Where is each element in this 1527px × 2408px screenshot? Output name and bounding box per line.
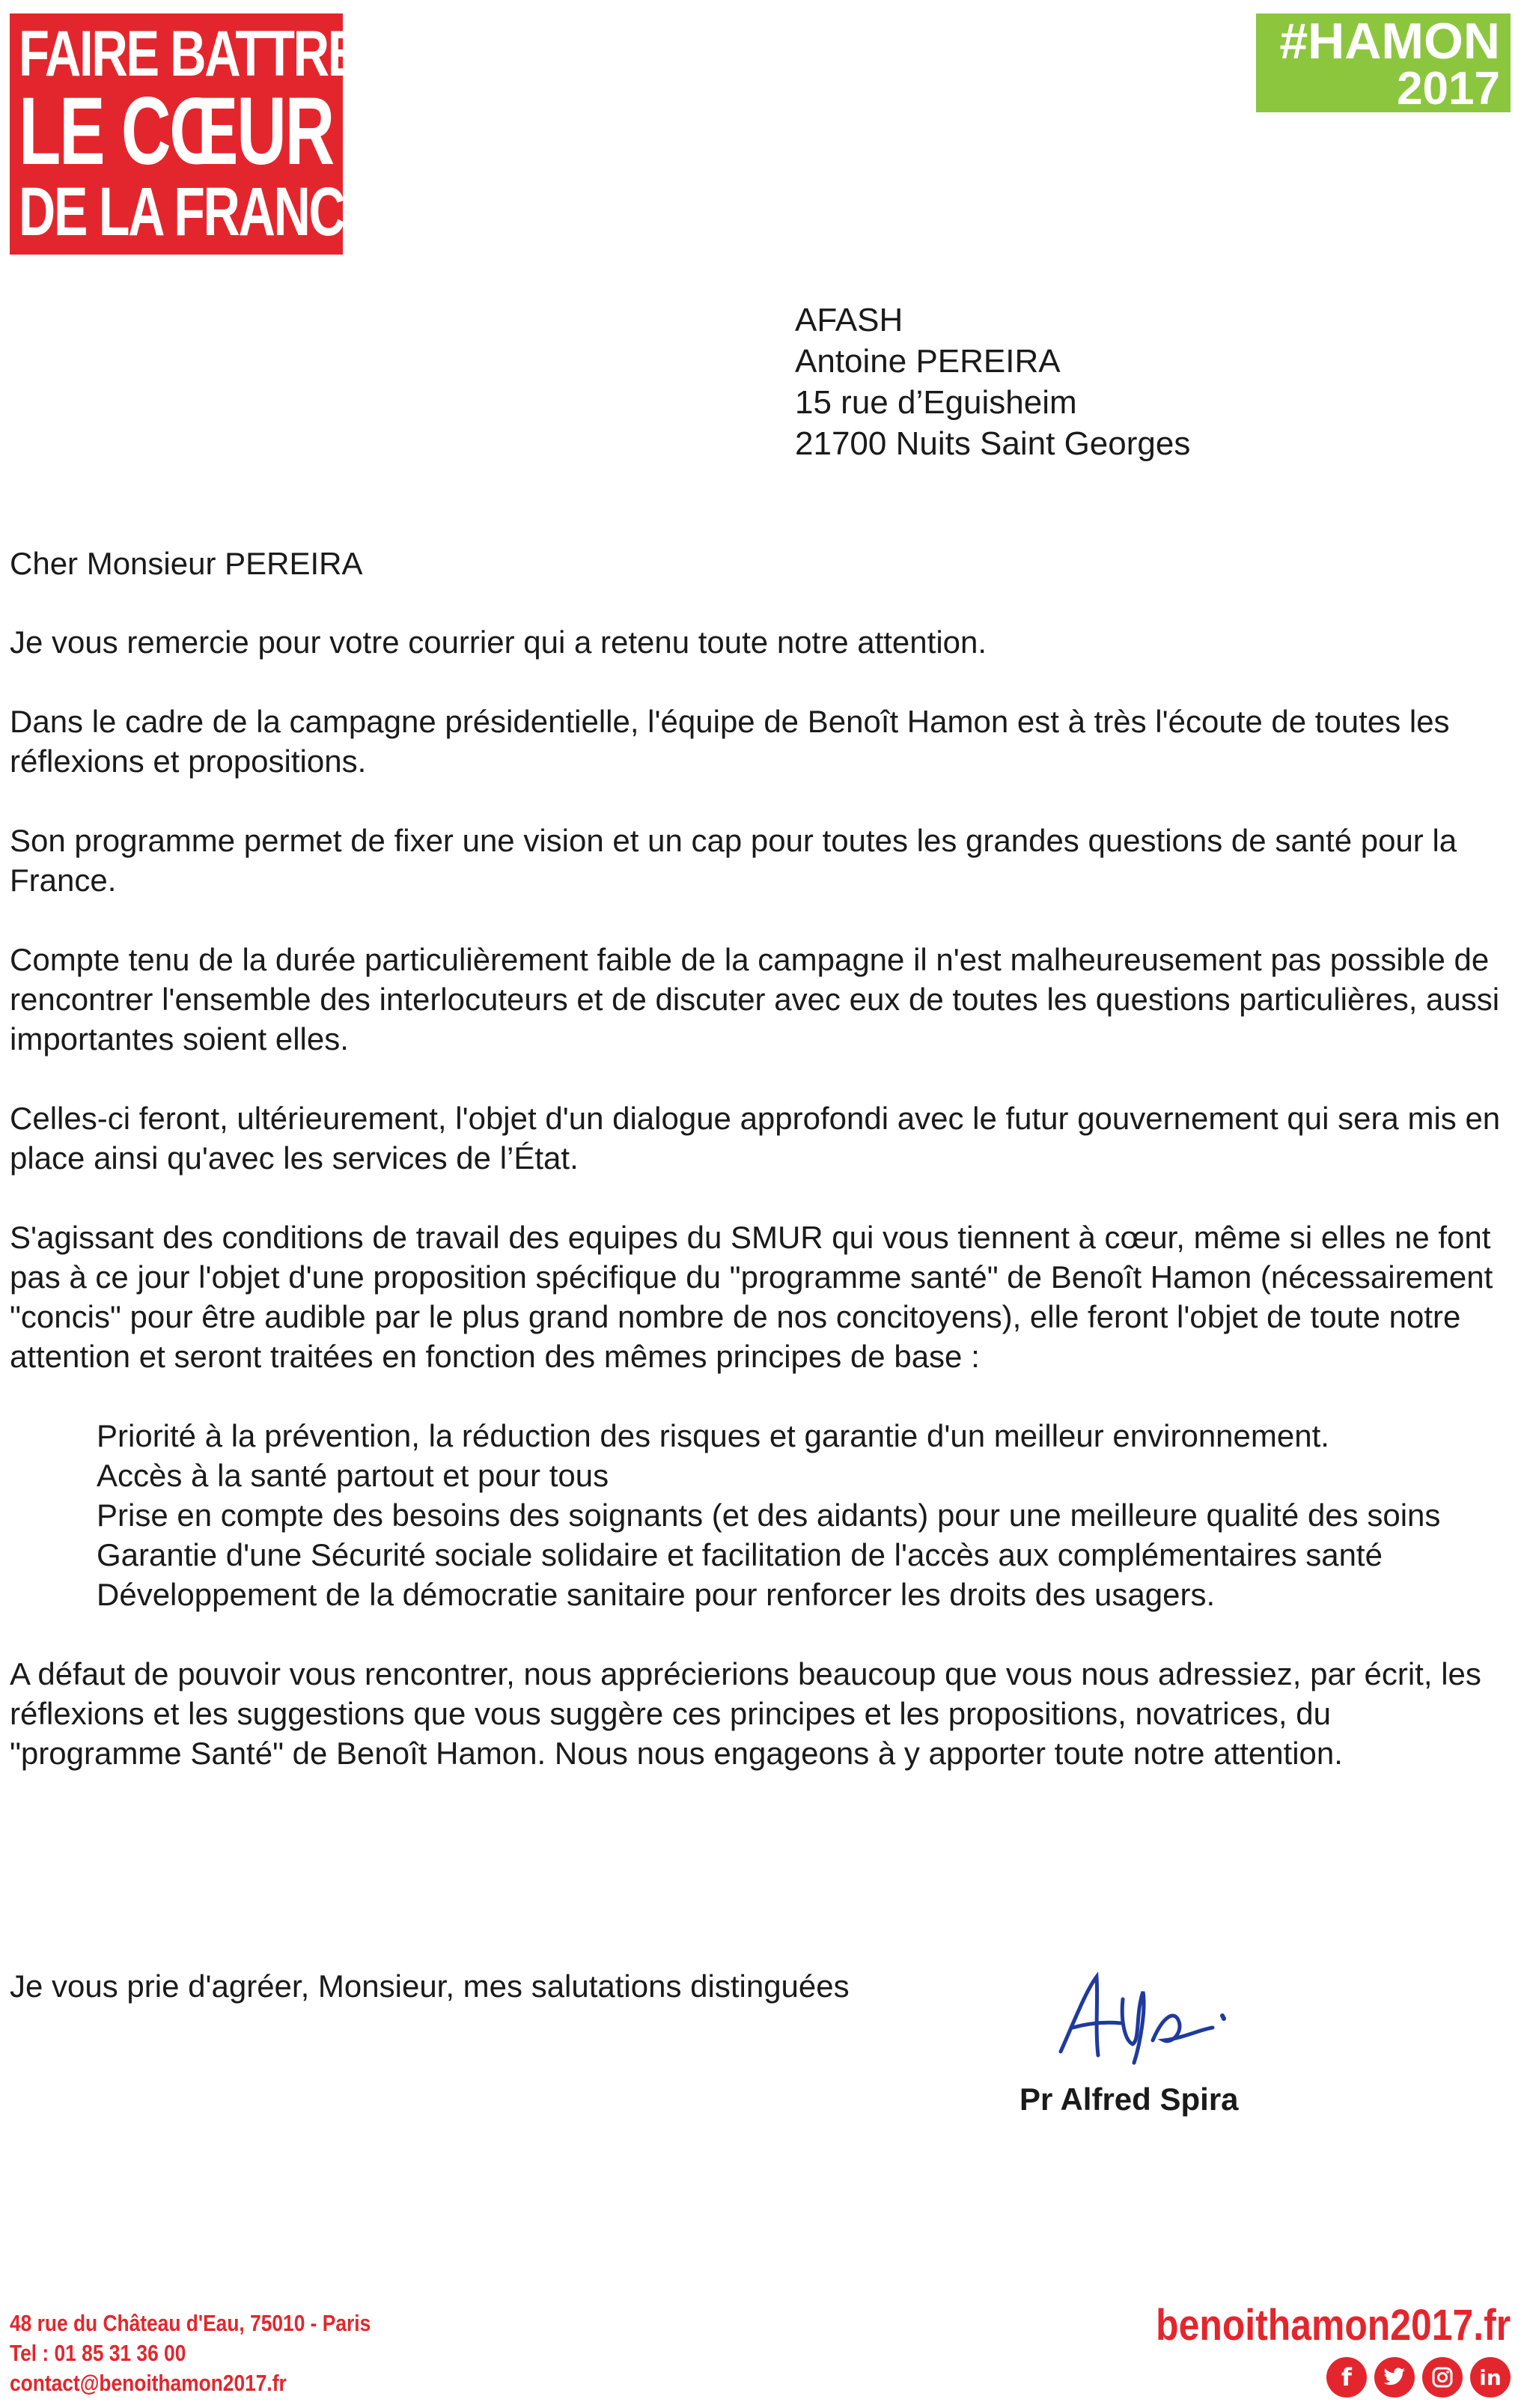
linkedin-icon[interactable]: in (1470, 2357, 1511, 2398)
principle-item: Priorité à la prévention, la réduction des risques et garantie d'un meilleur environnement. (97, 1418, 1329, 1453)
paragraph: Dans le cadre de la campagne présidentielle, l'équipe de Benoît Hamon est à très l'écoute de toutes les réflexions et propositions. (10, 704, 1450, 779)
principle-item: Garantie d'une Sécurité sociale solidaire et facilitation de l'accès aux complémentaires santé (97, 1537, 1383, 1572)
campaign-year: 2017 (1397, 63, 1500, 115)
recipient-street: 15 rue d’Eguisheim (795, 384, 1077, 421)
handwritten-signature (1052, 1969, 1246, 2074)
final-paragraph: A défaut de pouvoir vous rencontrer, nous apprécierions beaucoup que vous nous adressiez, par écrit, les réflexions et les suggestions que vous suggère ces principes et les propositions, novatrices, du "programme Santé" de Benoît Hamon. Nous nous engageons à y apporter toute notre attention. (10, 1656, 1481, 1771)
twitter-icon[interactable] (1374, 2357, 1415, 2398)
recipient-city: 21700 Nuits Saint Georges (795, 425, 1191, 462)
slogan-line-2: LE CŒUR (19, 78, 334, 185)
footer-email[interactable]: contact@benoithamon2017.fr (10, 2370, 287, 2396)
instagram-icon[interactable] (1422, 2357, 1463, 2398)
recipient-organization: AFASH (795, 302, 903, 338)
slogan-logo (10, 13, 377, 255)
letter-body (10, 544, 1507, 1813)
campaign-hashtag: #HAMON (1279, 13, 1500, 70)
facebook-icon[interactable]: f (1326, 2357, 1367, 2398)
closing-formula: Je vous prie d'agréer, Monsieur, mes salutations distinguées (10, 1968, 850, 2004)
paragraph: Celles-ci feront, ultérieurement, l'objet d'un dialogue approfondi avec le futur gouvernement qui sera mis en place ainsi qu'avec les services de l’État. (10, 1101, 1501, 1176)
principle-item: Développement de la démocratie sanitaire pour renforcer les droits des usagers. (97, 1577, 1216, 1612)
principles-list (97, 1416, 1507, 1614)
social-links (1326, 2357, 1511, 2398)
paragraph: S'agissant des conditions de travail des equipes du SMUR qui vous tiennent à cœur, même si elles ne font pas à ce jour l'objet d'une proposition spécifique du "programme santé" de Benoît Hamon (nécessairement "concis" pour être audible par le plus grand nombre de nos concitoyens), elle feront l'objet de toute notre attention et seront traitées en fonction des mêmes principes de base : (10, 1220, 1493, 1374)
paragraph: Son programme permet de fixer une vision et un cap pour toutes les grandes questions de santé pour la France. (10, 823, 1457, 898)
footer-website[interactable]: benoithamon2017.fr (1156, 2301, 1511, 2350)
footer-phone: Tel : 01 85 31 36 00 (10, 2340, 186, 2366)
footer-address: 48 rue du Château d'Eau, 75010 - Paris (10, 2310, 371, 2336)
principle-item: Prise en compte des besoins des soignants (et des aidants) pour une meilleure qualité des soins (97, 1498, 1441, 1533)
campaign-badge (1256, 13, 1511, 115)
recipient-name: Antoine PEREIRA (795, 343, 1061, 380)
paragraph: Compte tenu de la durée particulièrement faible de la campagne il n'est malheureusement pas possible de rencontrer l'ensemble des interlocuteurs et de discuter avec eux de toutes les questions particulières, aussi importantes soient elles. (10, 942, 1500, 1056)
recipient-address (795, 300, 1190, 464)
signer-name: Pr Alfred Spira (1019, 2082, 1239, 2117)
salutation: Cher Monsieur PEREIRA (10, 546, 363, 581)
paragraph: Je vous remercie pour votre courrier qui a retenu toute notre attention. (10, 624, 987, 660)
footer-contact (10, 2308, 434, 2398)
slogan-line-1: FAIRE BATTRE (19, 18, 360, 90)
principle-item: Accès à la santé partout et pour tous (97, 1458, 609, 1493)
slogan-line-3: DE LA FRANCE (19, 174, 377, 250)
